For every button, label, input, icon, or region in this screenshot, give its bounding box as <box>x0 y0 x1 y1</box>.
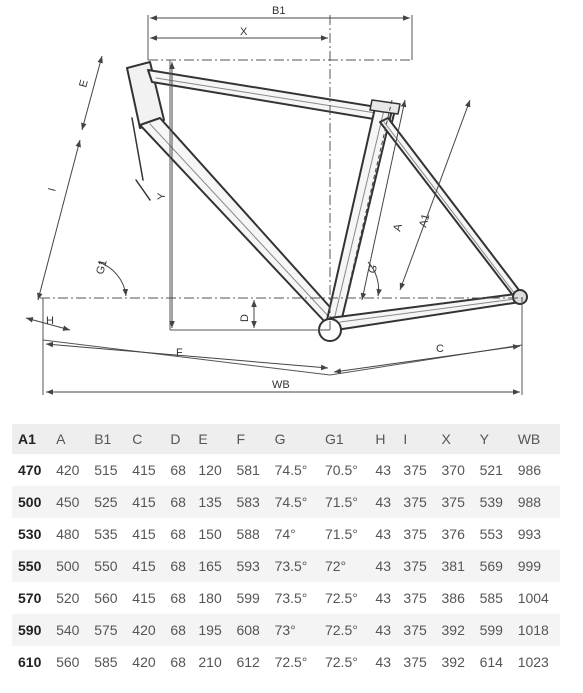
table-cell: 521 <box>479 462 503 478</box>
table-cell: 43 <box>375 526 391 542</box>
table-cell: 72.5° <box>324 590 358 606</box>
table-cell: 135 <box>192 486 230 518</box>
table-cell: 420 <box>132 654 156 670</box>
table-cell: 986 <box>517 462 542 478</box>
table-cell: 450 <box>50 486 88 518</box>
column-header-b1: B1 <box>88 424 126 454</box>
label-x: X <box>240 26 248 38</box>
table-cell: 375 <box>403 462 427 478</box>
table-cell: 68 <box>164 550 192 582</box>
header-row <box>12 424 560 454</box>
table-cell: 375 <box>403 654 427 670</box>
table-cell: 370 <box>441 462 465 478</box>
table-cell: 72.5° <box>274 654 308 670</box>
table-cell: 1023 <box>517 654 549 670</box>
table-cell: 415 <box>132 462 156 478</box>
table-cell: 73.5° <box>274 590 308 606</box>
table-cell: 43 <box>369 614 397 646</box>
table-cell: 583 <box>230 486 268 518</box>
frame-size-cell: 530 <box>18 526 42 542</box>
table-cell: 165 <box>192 550 230 582</box>
table-cell: 420 <box>126 614 164 646</box>
table-cell: 608 <box>230 614 268 646</box>
table-cell: 375 <box>397 550 435 582</box>
table-cell: 195 <box>192 614 230 646</box>
table-cell: 70.5° <box>324 462 358 478</box>
table-cell: 480 <box>56 526 80 542</box>
label-e: E <box>77 78 91 89</box>
table-cell: 540 <box>50 614 88 646</box>
table-row <box>12 454 560 486</box>
label-c: C <box>436 343 444 355</box>
column-header-c: C <box>126 424 164 454</box>
column-header-g1: G1 <box>319 424 369 454</box>
table-cell: 500 <box>50 550 88 582</box>
table-cell: 375 <box>397 614 435 646</box>
column-header-wb: WB <box>512 424 560 454</box>
table-cell: 68 <box>170 654 186 670</box>
table-cell: 74.5° <box>274 462 308 478</box>
table-cell: 415 <box>126 550 164 582</box>
table-cell: 614 <box>479 654 503 670</box>
table-cell: 988 <box>512 486 560 518</box>
table-cell: 68 <box>164 614 192 646</box>
table-cell: 1018 <box>512 614 560 646</box>
frame-size-cell: 500 <box>12 486 50 518</box>
table-cell: 392 <box>441 654 465 670</box>
table-cell: 415 <box>132 590 156 606</box>
table-cell: 68 <box>170 590 186 606</box>
label-wb: WB <box>272 379 290 391</box>
table-row <box>12 486 560 518</box>
label-g1: G1 <box>94 258 110 276</box>
table-cell: 73° <box>269 614 319 646</box>
table-cell: 72.5° <box>324 654 358 670</box>
frame-size-cell: 570 <box>18 590 42 606</box>
table-cell: 381 <box>436 550 474 582</box>
geometry-table <box>12 424 560 678</box>
geometry-table-header <box>12 424 560 454</box>
table-cell: 575 <box>88 614 126 646</box>
table-cell: 515 <box>94 462 118 478</box>
label-b1: B1 <box>272 5 286 17</box>
table-cell: 599 <box>474 614 512 646</box>
table-cell: 599 <box>236 590 260 606</box>
table-cell: 375 <box>397 486 435 518</box>
table-cell: 71.5° <box>319 486 369 518</box>
label-i: I <box>46 186 59 193</box>
table-cell: 375 <box>403 526 427 542</box>
table-cell: 68 <box>170 526 186 542</box>
column-header-e: E <box>192 424 230 454</box>
table-cell: 120 <box>198 462 222 478</box>
column-header-h: H <box>369 424 397 454</box>
table-cell: 43 <box>369 486 397 518</box>
table-cell: 74.5° <box>269 486 319 518</box>
table-cell: 550 <box>88 550 126 582</box>
table-cell: 569 <box>474 550 512 582</box>
table-cell: 375 <box>403 590 427 606</box>
table-cell: 43 <box>369 550 397 582</box>
table-cell: 993 <box>517 526 542 542</box>
table-cell: 386 <box>441 590 465 606</box>
bike-frame <box>127 62 527 341</box>
table-cell: 585 <box>479 590 503 606</box>
column-header-x: X <box>436 424 474 454</box>
label-a1: A1 <box>417 212 433 229</box>
table-cell: 999 <box>512 550 560 582</box>
table-cell: 1004 <box>517 590 549 606</box>
table-cell: 415 <box>132 526 156 542</box>
table-cell: 375 <box>436 486 474 518</box>
geometry-table-body <box>12 454 560 678</box>
table-cell: 415 <box>126 486 164 518</box>
frame-size-cell: 550 <box>12 550 50 582</box>
column-header-f: F <box>230 424 268 454</box>
table-cell: 43 <box>375 590 391 606</box>
table-cell: 72.5° <box>319 614 369 646</box>
table-row <box>12 550 560 582</box>
table-row <box>12 614 560 646</box>
table-cell: 520 <box>56 590 80 606</box>
table-cell: 43 <box>375 462 391 478</box>
table-cell: 180 <box>198 590 222 606</box>
table-cell: 71.5° <box>324 526 358 542</box>
table-cell: 525 <box>88 486 126 518</box>
table-cell: 553 <box>479 526 503 542</box>
label-g: G <box>366 263 381 275</box>
frame-size-cell: 470 <box>18 462 42 478</box>
table-cell: 581 <box>236 462 260 478</box>
label-f: F <box>176 347 183 359</box>
table-cell: 560 <box>56 654 80 670</box>
table-cell: 73.5° <box>269 550 319 582</box>
frame-size-cell: 610 <box>18 654 42 670</box>
table-cell: 539 <box>474 486 512 518</box>
table-row <box>12 582 560 614</box>
column-header-a: A <box>50 424 88 454</box>
table-cell: 210 <box>198 654 222 670</box>
column-header-a1: A1 <box>12 424 50 454</box>
table-cell: 68 <box>164 486 192 518</box>
table-cell: 560 <box>94 590 118 606</box>
table-row <box>12 518 560 550</box>
table-cell: 392 <box>436 614 474 646</box>
table-cell: 376 <box>441 526 465 542</box>
table-row <box>12 646 560 678</box>
table-cell: 150 <box>198 526 222 542</box>
column-header-i: I <box>397 424 435 454</box>
label-y: Y <box>156 192 168 200</box>
table-cell: 593 <box>230 550 268 582</box>
label-h: H <box>46 315 54 327</box>
table-cell: 43 <box>375 654 391 670</box>
column-header-d: D <box>164 424 192 454</box>
table-cell: 74° <box>274 526 296 542</box>
table-cell: 72° <box>319 550 369 582</box>
table-cell: 68 <box>170 462 186 478</box>
label-a: A <box>391 222 405 233</box>
column-header-y: Y <box>474 424 512 454</box>
table-cell: 535 <box>94 526 118 542</box>
frame-size-cell: 590 <box>12 614 50 646</box>
table-cell: 588 <box>236 526 260 542</box>
table-cell: 420 <box>56 462 80 478</box>
table-cell: 612 <box>236 654 260 670</box>
table-cell: 585 <box>94 654 118 670</box>
column-header-g: G <box>269 424 319 454</box>
label-d: D <box>239 314 251 322</box>
